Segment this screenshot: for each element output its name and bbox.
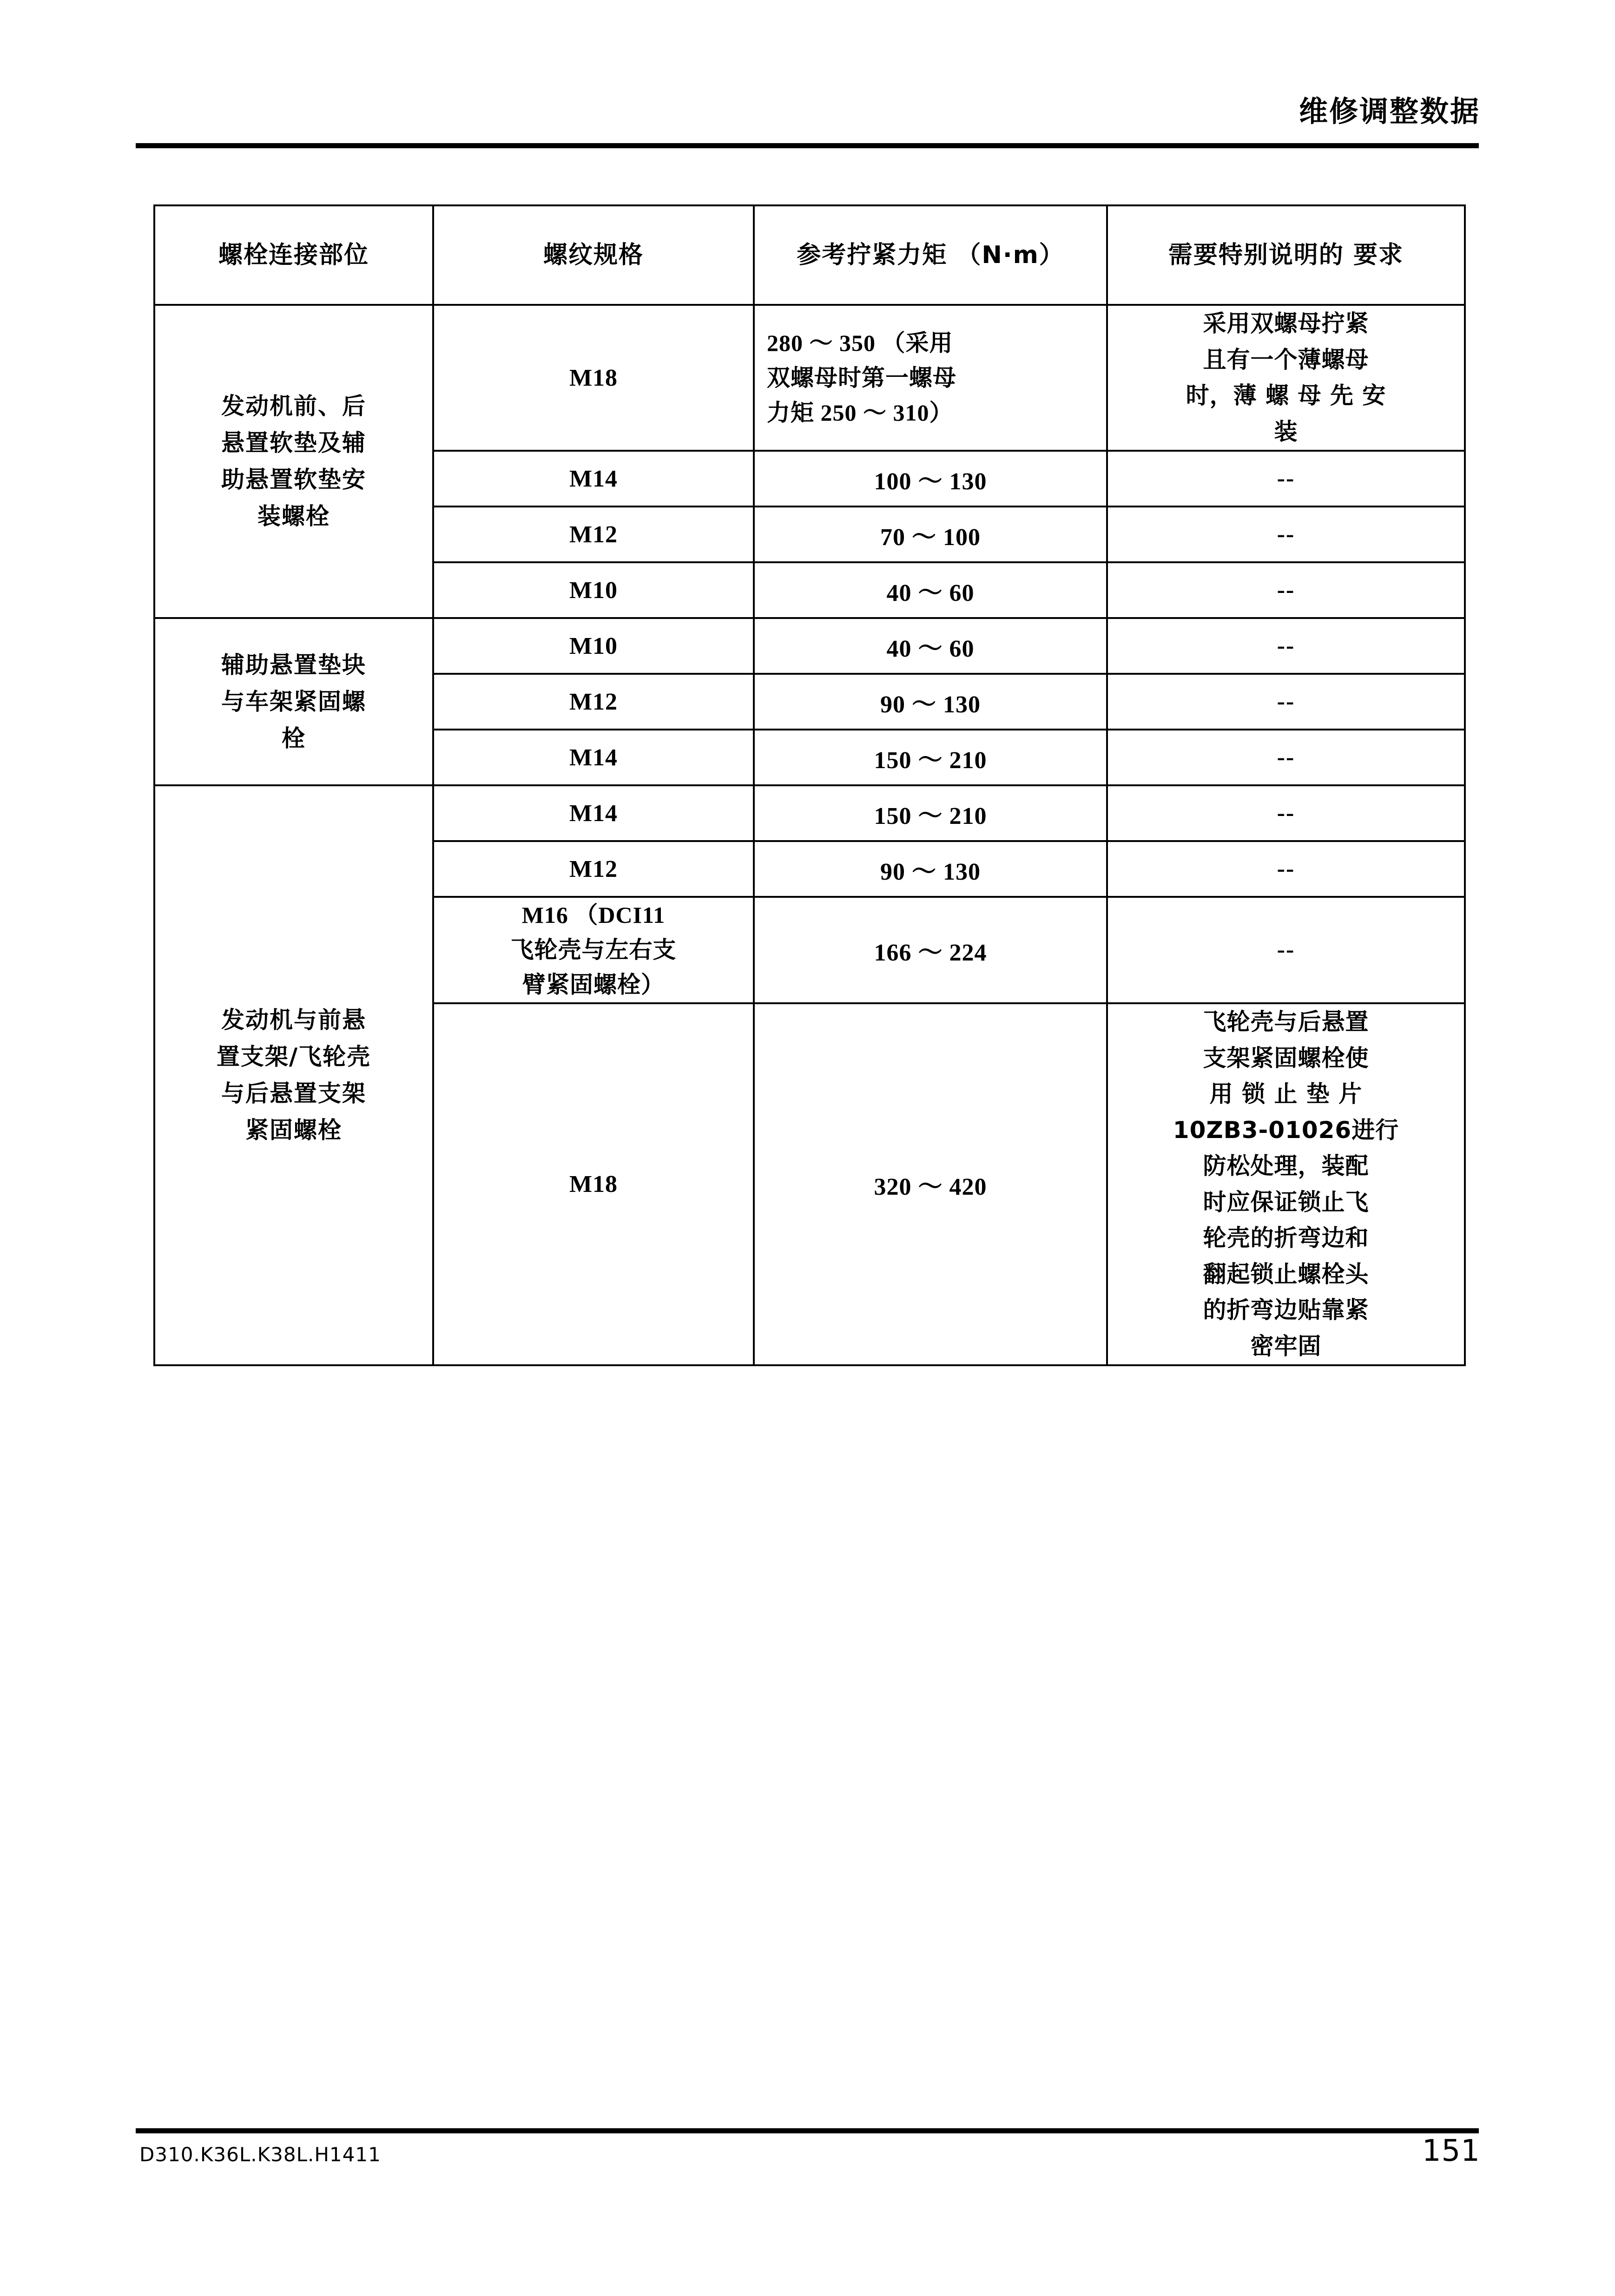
column-header-location-line-1: 螺栓连接部位 (218, 241, 369, 269)
spec-cell (433, 674, 754, 730)
note-line: 轮壳的折弯边和 (1203, 1224, 1369, 1251)
torque-line: 双螺母时第一螺母 (767, 364, 956, 391)
spec-line: M18 (569, 1171, 618, 1197)
spec-line: M18 (569, 364, 618, 391)
category-cell-group-3 (154, 785, 433, 1365)
torque-cell: 320 ～ 420 (754, 1003, 1107, 1365)
column-header-thread-spec-line-1: 螺纹规格 (543, 241, 644, 269)
table-row (154, 305, 1465, 451)
spec-line: M12 (569, 688, 618, 715)
spec-cell (433, 785, 754, 841)
spec-cell (433, 841, 754, 897)
note-cell: -- (1107, 562, 1465, 618)
note-cell: -- (1107, 785, 1465, 841)
note-line: 防松处理，装配 (1203, 1152, 1369, 1179)
note-line: 采用双螺母拧紧 (1203, 310, 1369, 337)
note-cell (1107, 305, 1465, 451)
column-header-thread-spec (433, 205, 754, 305)
torque-cell: 150 ～ 210 (754, 785, 1107, 841)
category-line: 辅助悬置垫块 (221, 651, 366, 678)
torque-cell: 40 ～ 60 (754, 618, 1107, 674)
footer-document-code: D310.K36L.K38L.H1411 (139, 2143, 381, 2166)
torque-spec-table (153, 204, 1466, 1366)
header-divider (136, 143, 1479, 148)
table-row (154, 785, 1465, 841)
category-line: 悬置软垫及辅 (221, 429, 366, 456)
spec-line: 臂紧固螺栓） (522, 972, 665, 998)
page-header (0, 88, 1615, 139)
torque-cell (754, 305, 1107, 451)
spec-cell (433, 730, 754, 785)
spec-cell (433, 1003, 754, 1365)
torque-cell: 100 ～ 130 (754, 451, 1107, 507)
torque-line: 280 ～ 350 （采用 (767, 329, 953, 356)
torque-cell: 70 ～ 100 (754, 507, 1107, 562)
column-header-torque-line-2: （N·m） (956, 241, 1064, 269)
spec-line: M12 (569, 521, 618, 548)
note-line: 支架紧固螺栓使 (1203, 1044, 1369, 1072)
spec-cell (433, 305, 754, 451)
torque-cell: 90 ～ 130 (754, 674, 1107, 730)
note-cell (1107, 1003, 1465, 1365)
note-cell: -- (1107, 507, 1465, 562)
table-header-row (154, 205, 1465, 305)
column-header-location (154, 205, 433, 305)
category-line: 紧固螺栓 (245, 1117, 342, 1144)
category-line: 发动机前、后 (221, 393, 366, 420)
spec-line: M12 (569, 855, 618, 882)
note-line: 装 (1274, 418, 1298, 445)
header-title: 维修调整数据 (1299, 94, 1480, 128)
category-line: 与车架紧固螺 (221, 688, 366, 715)
note-cell: -- (1107, 841, 1465, 897)
category-line: 装螺栓 (257, 503, 330, 530)
spec-cell (433, 562, 754, 618)
torque-cell: 150 ～ 210 (754, 730, 1107, 785)
column-header-notes (1107, 205, 1465, 305)
column-header-torque-line-1: 参考拧紧力矩 (797, 241, 948, 269)
column-header-notes-line-2: 要求 (1353, 241, 1404, 269)
note-cell: -- (1107, 897, 1465, 1003)
note-line: 用 锁 止 垫 片 (1209, 1080, 1363, 1107)
column-header-notes-line-1: 需要特别说明的 (1168, 241, 1344, 269)
table-row (154, 618, 1465, 674)
torque-cell: 90 ～ 130 (754, 841, 1107, 897)
torque-cell: 166 ～ 224 (754, 897, 1107, 1003)
note-cell: -- (1107, 451, 1465, 507)
spec-line: M14 (569, 800, 618, 827)
note-line: 的折弯边贴靠紧 (1203, 1296, 1369, 1323)
spec-cell (433, 618, 754, 674)
note-line: 时应保证锁止飞 (1203, 1188, 1369, 1216)
note-line: 密牢固 (1250, 1332, 1322, 1360)
spec-cell (433, 897, 754, 1003)
torque-cell: 40 ～ 60 (754, 562, 1107, 618)
category-line: 置支架/飞轮壳 (216, 1043, 371, 1070)
note-cell: -- (1107, 674, 1465, 730)
category-line: 与后悬置支架 (221, 1080, 366, 1107)
category-line: 栓 (282, 724, 306, 752)
column-header-torque (754, 205, 1107, 305)
category-line: 发动机与前悬 (221, 1007, 366, 1033)
category-line: 助悬置软垫安 (221, 466, 366, 493)
page-number: 151 (1422, 2134, 1480, 2168)
spec-line: M14 (569, 744, 618, 771)
note-line: 时，薄 螺 母 先 安 (1186, 382, 1386, 409)
spec-cell (433, 451, 754, 507)
note-line: 10ZB3-01026进行 (1173, 1116, 1399, 1144)
torque-spec-table-container (153, 204, 1464, 1366)
spec-line: M10 (569, 632, 618, 659)
footer-divider (136, 2128, 1479, 2133)
spec-line: M10 (569, 577, 618, 604)
category-cell-group-2 (154, 618, 433, 785)
spec-cell (433, 507, 754, 562)
torque-line: 力矩 250 ～ 310） (767, 399, 953, 426)
note-line: 且有一个薄螺母 (1203, 346, 1369, 373)
spec-line: 飞轮壳与左右支 (510, 937, 677, 963)
spec-line: M16 （DCI11 (521, 902, 666, 928)
note-cell: -- (1107, 618, 1465, 674)
note-line: 飞轮壳与后悬置 (1203, 1008, 1369, 1035)
spec-line: M14 (569, 465, 618, 492)
note-cell: -- (1107, 730, 1465, 785)
note-line: 翻起锁止螺栓头 (1203, 1260, 1369, 1288)
category-cell-group-1 (154, 305, 433, 618)
